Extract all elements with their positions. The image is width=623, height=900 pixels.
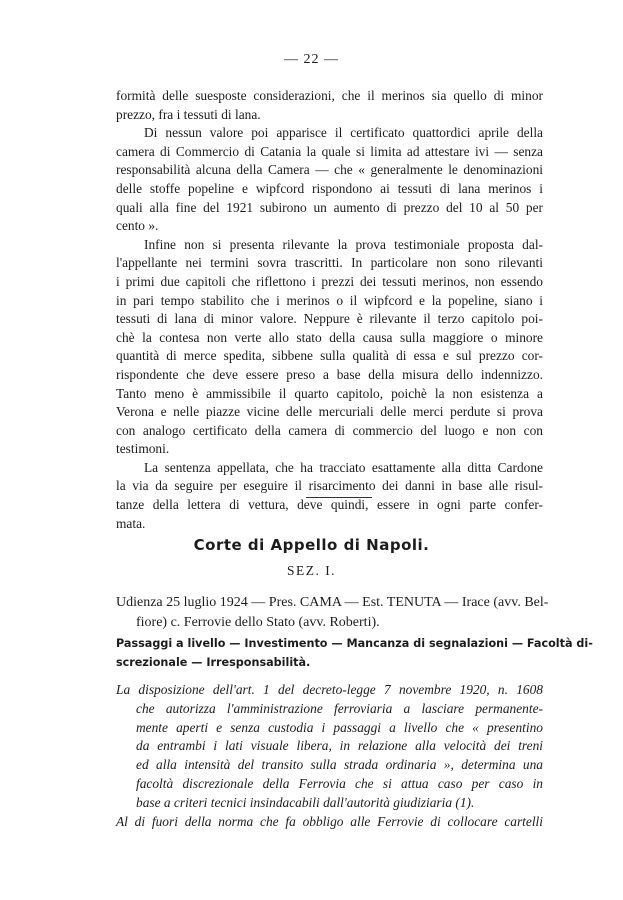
maxim-line: mente aperti e senza custodia i passaggi a livello che « presentino (136, 719, 543, 735)
text-line: testimoni. (116, 441, 170, 457)
section-label: SEZ. I. (286, 563, 337, 578)
court-title: Corte di Appello di Napoli. (193, 536, 430, 554)
headnote-line: Passaggi a livello — Investimento — Mancanza di segnalazioni — Facoltà di- (116, 637, 593, 650)
text-line: i primi due capitoli che riflettono i prezzi dei tessuti merinos, non essendo (116, 273, 543, 289)
text-line: la via da seguire per eseguire il risarcimento dei danni in base alle risul- (116, 478, 543, 494)
text-line: camera di Commercio di Catania la quale si limita ad attestare ivi — senza (116, 143, 543, 159)
maxim-line: ed alla intensità del transito sulla strada ordinaria », determina una (136, 757, 543, 773)
text-line: delle stoffe popeline e wipfcord rispondono ai tessuti di lana merinos i (116, 180, 543, 196)
text-line: cento ». (116, 218, 159, 234)
headnote (116, 634, 593, 672)
maxim (116, 681, 543, 831)
text-line: tanze della lettera di vettura, deve quindi, essere in ogni parte confer- (116, 497, 543, 513)
text-line: La sentenza appellata, che ha tracciato esattamente alla ditta Cardone (144, 459, 543, 475)
page-number: — 22 — (284, 52, 339, 67)
text-line: Di nessun valore poi apparisce il certificato quattordici aprile della (144, 125, 543, 141)
headnote-line: screzionale — Irresponsabilità. (116, 656, 311, 669)
hearing-line: fiore) c. Ferrovie dello Stato (avv. Roberti). (136, 615, 380, 630)
text-line: quali alla fine del 1921 subirono un aumento di prezzo del 10 al 50 per (116, 199, 543, 215)
maxim-line: Al di fuori della norma che fa obbligo alle Ferrovie di collocare cartelli (116, 813, 543, 829)
section-separator (306, 497, 372, 498)
text-line: quantità di merce spedita, sibbene sulla qualità di essa e sul prezzo cor- (116, 348, 543, 364)
text-line: in pari tempo stabilito che i merinos o il wipfcord e la popeline, siano i (116, 292, 543, 308)
maxim-line: La disposizione dell'art. 1 del decreto-legge 7 novembre 1920, n. 1608 (116, 682, 543, 697)
maxim-line: facoltà discrezionale della Ferrovia che si attua caso per caso in (136, 775, 543, 791)
text-line: formità delle suesposte considerazioni, che il merinos sia quello di minor (116, 88, 543, 103)
text-line: Tanto meno è ammissibile il quarto capitolo, poichè la non esistenza a (116, 385, 543, 401)
body-text (116, 87, 543, 533)
hearing-line: Udienza 25 luglio 1924 — Pres. CAMA — Est. TENUTA — Irace (avv. Bel- (116, 595, 549, 610)
maxim-line: da entrambi i lati visuale libera, in relazione alla velocità dei treni (136, 738, 543, 754)
maxim-line: che autorizza l'amministrazione ferroviaria a lasciare permanente- (136, 700, 543, 716)
text-line: mata. (116, 515, 146, 531)
text-line: chè la contesa non verte allo stato della causa sulla maggiore o minore (116, 329, 543, 345)
maxim-line: base a criteri tecnici insindacabili dall'autorità giudiziaria (1). (136, 794, 475, 810)
text-line: rispondente che deve essere preso a base della misura dello indennizzo. (116, 366, 543, 382)
text-line: con analogo certificato della camera di commercio del luogo e non con (116, 422, 543, 438)
text-line: Verona e nelle piazze vicine delle mercuriali delle merci perdute si prova (116, 404, 543, 420)
text-line: tessuti di lana di minor valore. Neppure è rilevante il terzo capitolo poi- (116, 311, 543, 327)
text-line: Infine non si presenta rilevante la prova testimoniale proposta dal- (144, 236, 543, 252)
hearing-info (116, 593, 549, 633)
text-line: prezzo, fra i tessuti di lana. (116, 106, 261, 122)
text-line: responsabilità alcuna della Camera — che « generalmente le denominazioni (116, 162, 543, 178)
text-line: l'appellante nei termini sovra trascritti. In particolare non sono rilevanti (116, 255, 543, 271)
